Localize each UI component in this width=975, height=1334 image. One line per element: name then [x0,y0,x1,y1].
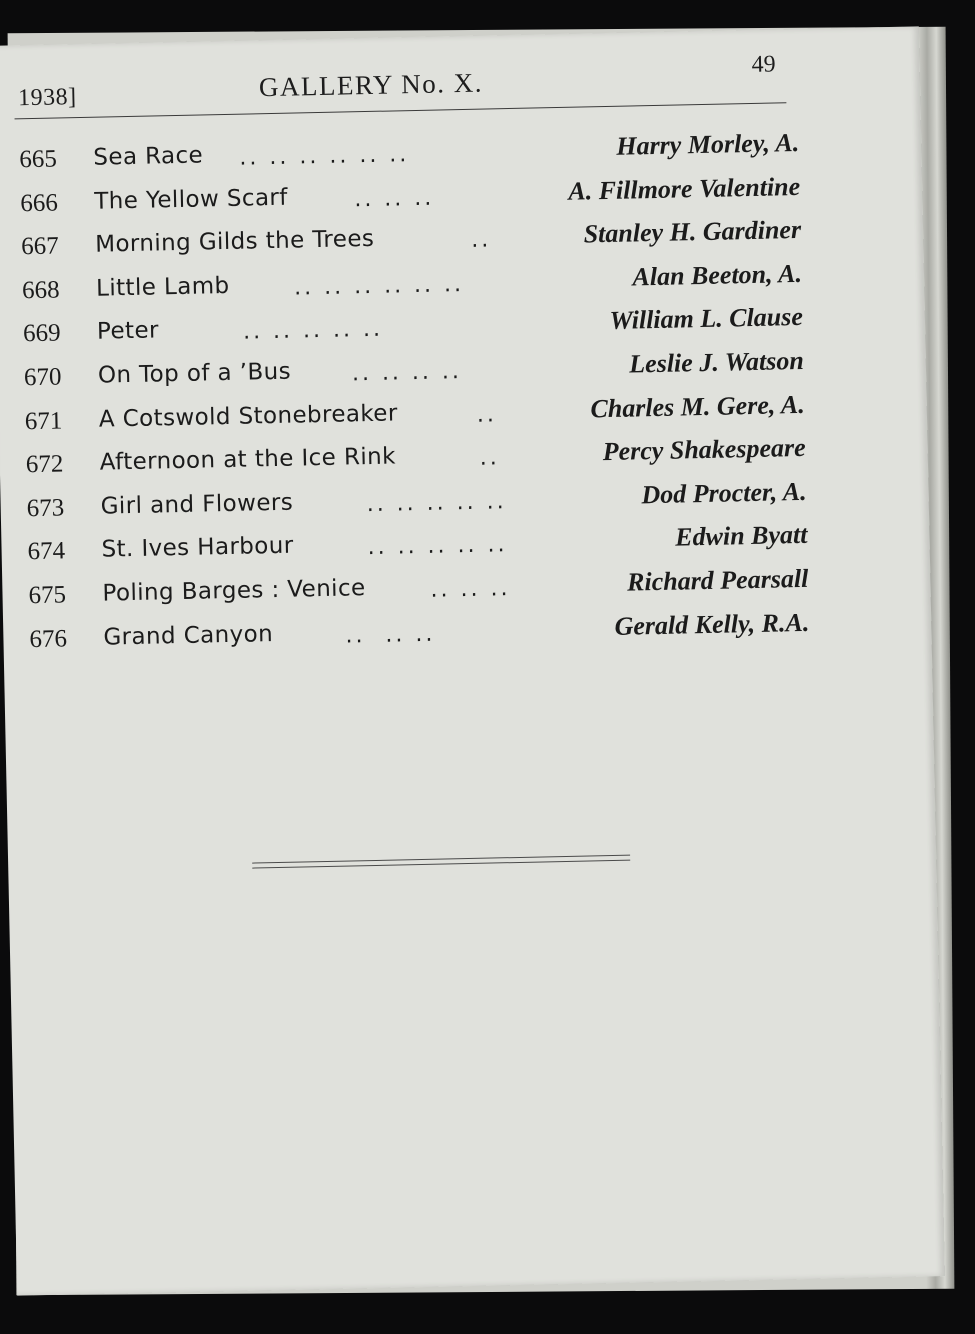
entry-artist: Dod Procter, A. [641,476,807,510]
leader-dots: .. .. .. .. .. .. [239,142,410,171]
gallery-title: GALLERY No. X. [258,67,484,103]
entry-number: 667 [20,232,60,261]
leader-dots: .. [470,227,492,254]
entry-artist: Richard Pearsall [626,563,809,597]
leader-dots: .. [479,445,501,471]
entry-title: Afternoon at the Ice Rink [99,443,397,476]
entry-artist: William L. Clause [609,302,804,336]
entry-artist: Harry Morley, A. [615,127,800,161]
entry-number: 669 [22,319,61,348]
entry-number: 671 [24,407,63,435]
entry-title: Girl and Flowers [100,489,294,520]
entry-artist: Leslie J. Watson [628,345,805,379]
entry-title: Little Lamb [95,272,230,302]
entry-artist: Charles M. Gere, A. [590,389,805,423]
entry-title: Peter [96,317,160,346]
entry-title: On Top of a ’Bus [97,358,292,389]
entry-number: 665 [19,145,58,174]
leader-dots: .. .. .. [354,185,435,212]
closing-double-rule [252,855,630,869]
entry-number: 672 [25,450,64,479]
entry-title: Sea Race [93,142,204,171]
entry-title: The Yellow Scarf [94,184,289,215]
entry-artist: Percy Shakespeare [602,433,806,467]
entry-title: Morning Gilds the Trees [94,226,375,258]
leader-dots: .. .. .. .. [351,359,463,387]
running-header [13,51,786,112]
entry-number: 676 [29,624,68,653]
entry-number: 673 [26,494,65,522]
entry-artist: Stanley H. Gardiner [583,215,802,249]
entry-title: St. Ives Harbour [101,532,294,563]
entry-title: A Cotswold Stonebreaker [98,399,398,433]
entry-number: 674 [27,537,66,566]
header-year: 1938] [17,84,77,112]
page-number: 49 [751,51,776,78]
entry-number: 666 [20,189,59,217]
entry-number: 670 [23,363,62,392]
catalogue-page [0,26,945,1295]
leader-dots: .. [476,401,498,428]
entry-title: Poling Barges : Venice [102,575,366,607]
entry-title: Grand Canyon [103,620,274,651]
entry-artist: Gerald Kelly, R.A. [614,607,810,641]
entry-artist: Alan Beeton, A. [632,258,803,292]
leader-dots: .. .. .. .. .. [242,317,384,346]
leader-dots: .. .. .. .. .. [367,532,508,561]
leader-dots: .. .. .. [345,621,436,649]
entry-artist: A. Fillmore Valentine [567,171,801,206]
leader-dots: .. .. .. .. .. [366,488,507,517]
catalogue-list [19,124,810,663]
entry-number: 668 [21,276,60,305]
entry-number: 675 [28,581,67,610]
entry-artist: Edwin Byatt [674,520,808,552]
leader-dots: .. .. .. .. .. .. [293,271,465,301]
leader-dots: .. .. .. [430,576,511,603]
